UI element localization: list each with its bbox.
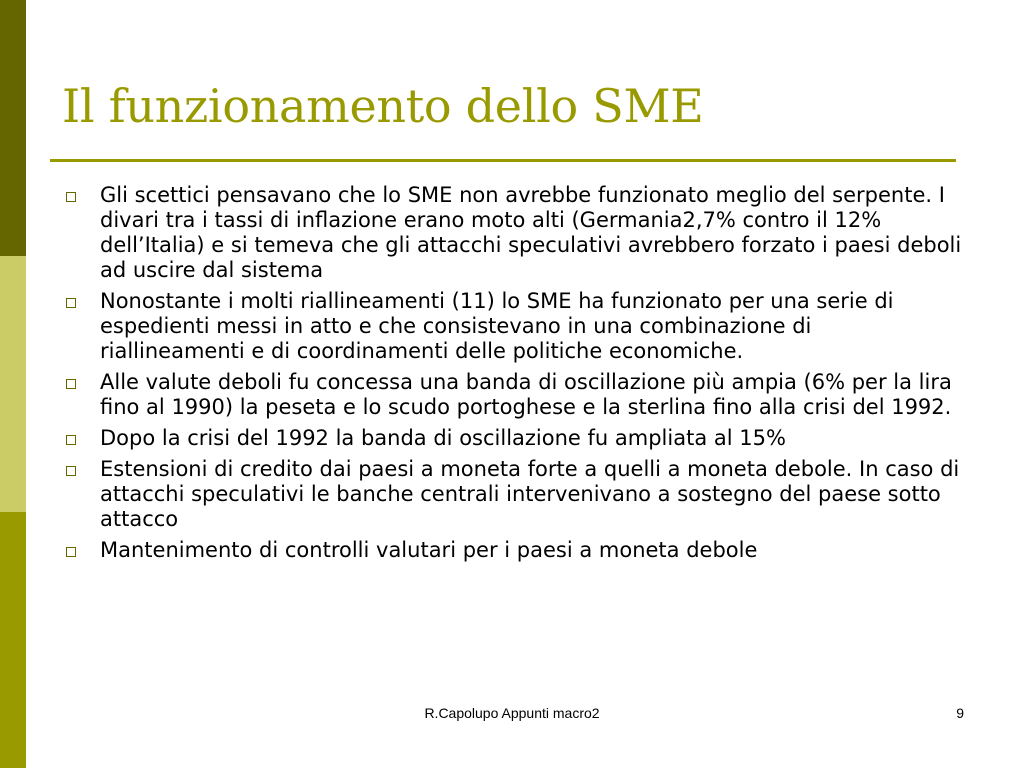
bullet-item: [62, 426, 962, 451]
hollow-square-icon: [66, 435, 76, 445]
bullet-text: Estensioni di credito dai paesi a moneta forte a quelli a moneta debole. In caso di attacchi speculativi le banche centrali intervenivano a sostegno del paese sotto attacco: [100, 457, 960, 531]
bullet-item: [62, 289, 962, 364]
bullet-text: Alle valute deboli fu concessa una banda di oscillazione più ampia (6% per la lira fino al 1990) la peseta e lo scudo portoghese e la sterlina fino alla crisi del 1992.: [100, 370, 952, 419]
bullet-item: [62, 457, 962, 532]
slide-title: Il funzionamento dello SME: [62, 79, 704, 133]
sidebar-band-olive: [0, 512, 26, 768]
sidebar-band-dark: [0, 0, 26, 256]
bullet-text: Mantenimento di controlli valutari per i paesi a moneta debole: [100, 538, 758, 562]
title-underline: [50, 159, 956, 162]
sidebar-band-light: [0, 256, 26, 512]
bullet-text: Gli scettici pensavano che lo SME non avrebbe funzionato meglio del serpente. I divari tra i tassi di inflazione erano moto alti (Germania2,7% contro il 12% dell’Italia) e si temeva che gli attacchi speculativi avrebbero forzato i paesi deboli ad uscire dal sistema: [100, 183, 962, 282]
bullet-item: [62, 183, 962, 283]
bullet-text: Nonostante i molti riallineamenti (11) lo SME ha funzionato per una serie di espedienti messi in atto e che consistevano in una combinazione di riallineamenti e di coordinamenti delle politiche economiche.: [100, 289, 894, 363]
bullet-item: [62, 538, 962, 563]
hollow-square-icon: [66, 192, 76, 202]
bullet-text: Dopo la crisi del 1992 la banda di oscillazione fu ampliata al 15%: [100, 426, 786, 450]
decorative-sidebar: [0, 0, 26, 768]
hollow-square-icon: [66, 466, 76, 476]
bullet-item: [62, 370, 962, 420]
hollow-square-icon: [66, 547, 76, 557]
hollow-square-icon: [66, 379, 76, 389]
hollow-square-icon: [66, 298, 76, 308]
footer-text: R.Capolupo Appunti macro2: [424, 705, 600, 721]
page-number: 9: [956, 705, 964, 721]
bullet-list: [62, 183, 962, 569]
